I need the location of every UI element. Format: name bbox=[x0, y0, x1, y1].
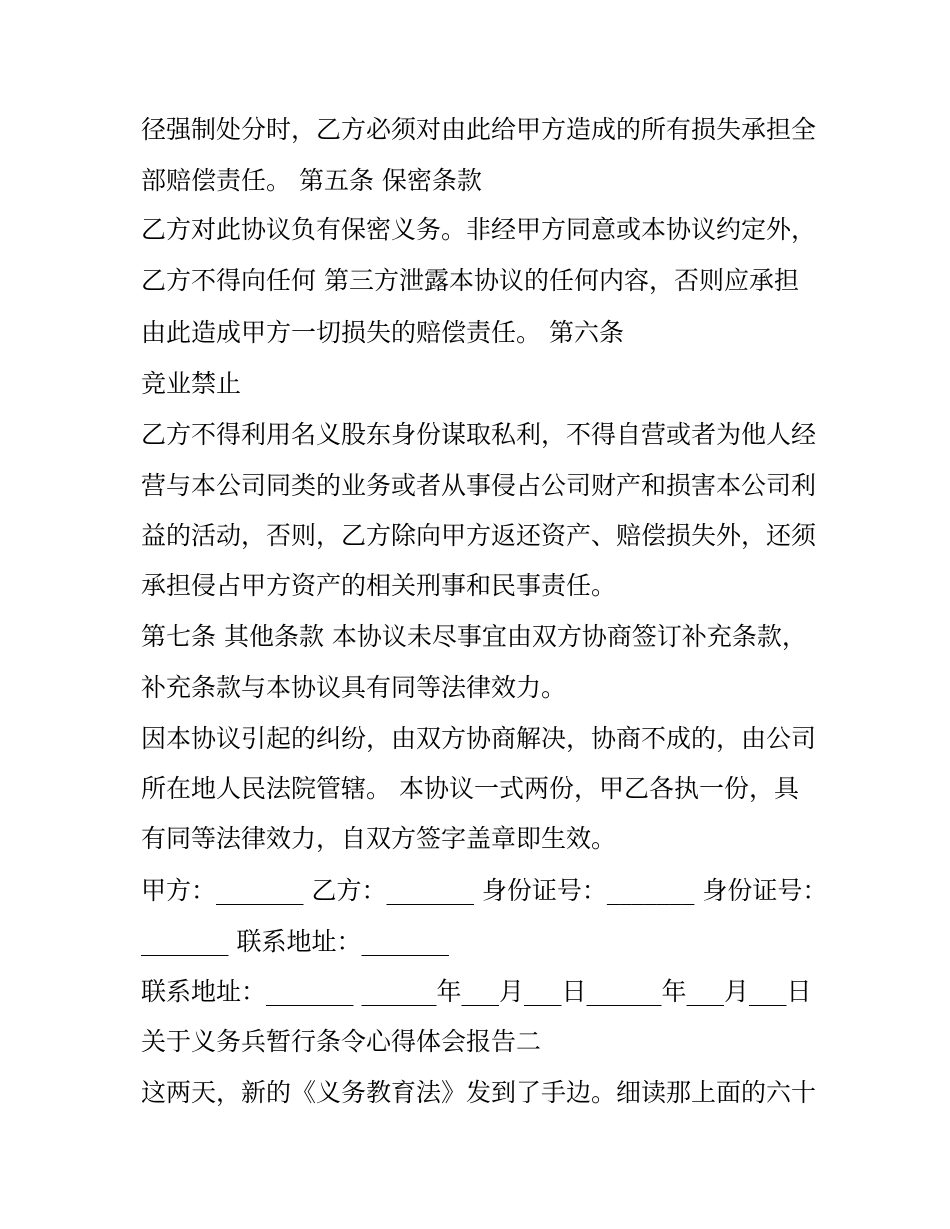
text-line: 乙方不得向任何 第三方泄露本协议的任何内容，否则应承担 bbox=[141, 266, 799, 295]
text-line: 第七条 其他条款 本协议未尽事宜由双方协商签订补充条款， bbox=[141, 622, 807, 651]
signature-line: 甲方：_______ 乙方：_______ 身份证号：_______ 身份证号： bbox=[141, 876, 828, 905]
text-line: 部赔偿责任。 第五条 保密条款 bbox=[141, 166, 482, 195]
signature-line: _______ 联系地址：_______ bbox=[141, 927, 449, 956]
text-line: 乙方对此协议负有保密义务。非经甲方同意或本协议约定外， bbox=[141, 215, 817, 244]
section-heading: 竞业禁止 bbox=[141, 369, 242, 398]
text-line: 承担侵占甲方资产的相关刑事和民事责任。 bbox=[141, 571, 617, 600]
text-line: 有同等法律效力，自双方签字盖章即生效。 bbox=[141, 824, 617, 853]
section-title: 关于义务兵暂行条令心得体会报告二 bbox=[141, 1027, 542, 1056]
text-line: 径强制处分时，乙方必须对由此给甲方造成的所有损失承担全 bbox=[141, 115, 817, 144]
text-line: 所在地人民法院管辖。 本协议一式两份，甲乙各执一份，具 bbox=[141, 774, 799, 803]
text-line: 补充条款与本协议具有同等法律效力。 bbox=[141, 673, 567, 702]
text-line: 因本协议引起的纠纷，由双方协商解决，协商不成的，由公司 bbox=[141, 724, 817, 753]
text-line: 由此造成甲方一切损失的赔偿责任。 第六条 bbox=[141, 318, 624, 347]
text-line: 益的活动，否则，乙方除向甲方返还资产、赔偿损失外，还须 bbox=[141, 521, 817, 550]
text-line: 乙方不得利用名义股东身份谋取私利，不得自营或者为他人经 bbox=[141, 420, 817, 449]
text-line: 营与本公司同类的业务或者从事侵占公司财产和损害本公司利 bbox=[141, 471, 817, 500]
date-line: 联系地址：_______ ______年___月___日______年___月___日 bbox=[141, 977, 812, 1006]
text-line: 这两天，新的《义务教育法》发到了手边。细读那上面的六十 bbox=[141, 1078, 817, 1107]
